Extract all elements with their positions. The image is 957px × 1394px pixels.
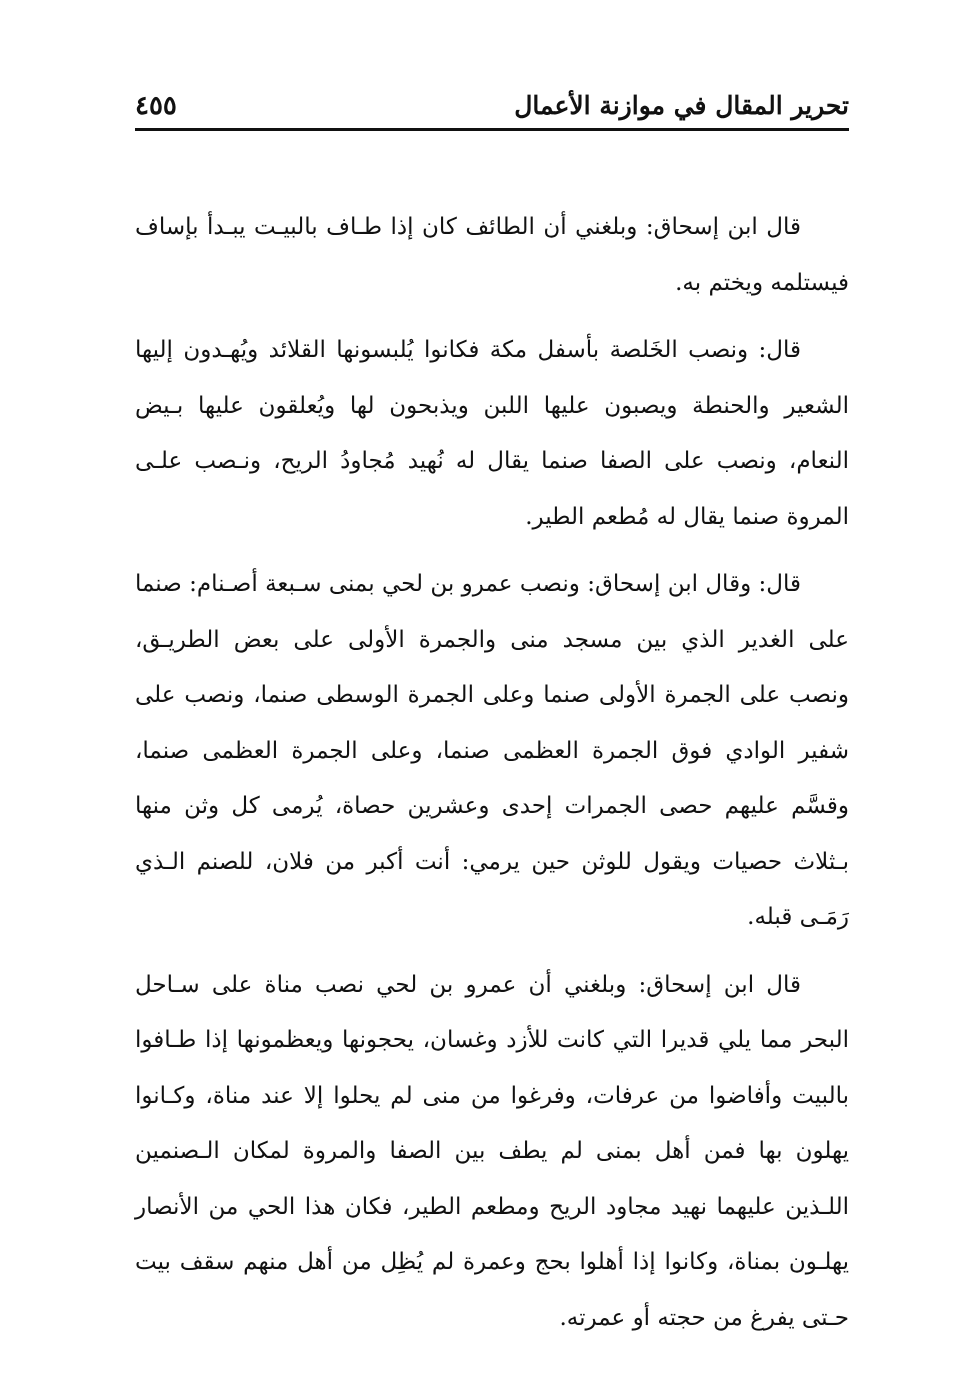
header-title: تحرير المقال في موازنة الأعمال [514,91,849,120]
header-divider [135,128,849,131]
page-number: ٤٥٥ [135,91,177,121]
paragraph: قال ابن إسحاق: وبلغني أن عمرو بن لحي نصب مناة على سـاحل البحر مما يلي قديرا التي كانت للأزد وغسان، يحجونها ويعظمونها إذا طـافوا بالبيت وأفاضوا من عرفات، وفرغوا من منى لم يحلوا إلا عند مناة، وكـانوا يهلون بها فمن أهل بمنى لم يطف بين الصفا والمروة لمكان الـصنمين اللـذين عليهما نهيد مجاود الريح ومطعم الطير، فكان هذا الحي من الأنصار يهلـون بمناة، وكانوا إذا أهلوا بحج وعمرة لم يُظِل من أهل منهم سقف بيت حـتى يفرغ من حجته أو عمرته. [135,971,849,1331]
body-text [135,200,849,1358]
paragraph: قال: وقال ابن إسحاق: ونصب عمرو بن لحي بمنى سـبعة أصـنام: صنما على الغدير الذي بين مسجد منى والجمرة الأولى على بعض الطريـق، ونصب على الجمرة الأولى صنما وعلى الجمرة الوسطى صنما، ونصب على شفير الوادي فوق الجمرة العظمى صنما، وعلى الجمرة العظمى صنما، وقسَّم عليهم حصى الجمرات إحدى وعشرين حصاة، يُرمى كل وثن منها بـثلاث حصيات ويقول للوثن حين يرمي: أنت أكبر من فلان، للصنم الـذي رَمَـى قبله. [135,571,849,930]
running-header [135,88,849,128]
paragraph: قال: ونصب الخَلصة بأسفل مكة فكانوا يُلبسونها القلائد ويُهـدون إليها الشعير والحنطة ويصبون عليها اللبن ويذبحون لها ويُعلقون عليها بـيض النعام، ونصب على الصفا صنما يقال له نُهيد مُجاودُ الريح، ونـصب علـى المروة صنما يقال له مُطعم الطير. [135,337,849,530]
paragraph: قال ابن إسحاق: وبلغني أن الطائف كان إذا طـاف بالبيـت يبـدأ بإساف فيستلمه ويختم به. [135,214,849,296]
